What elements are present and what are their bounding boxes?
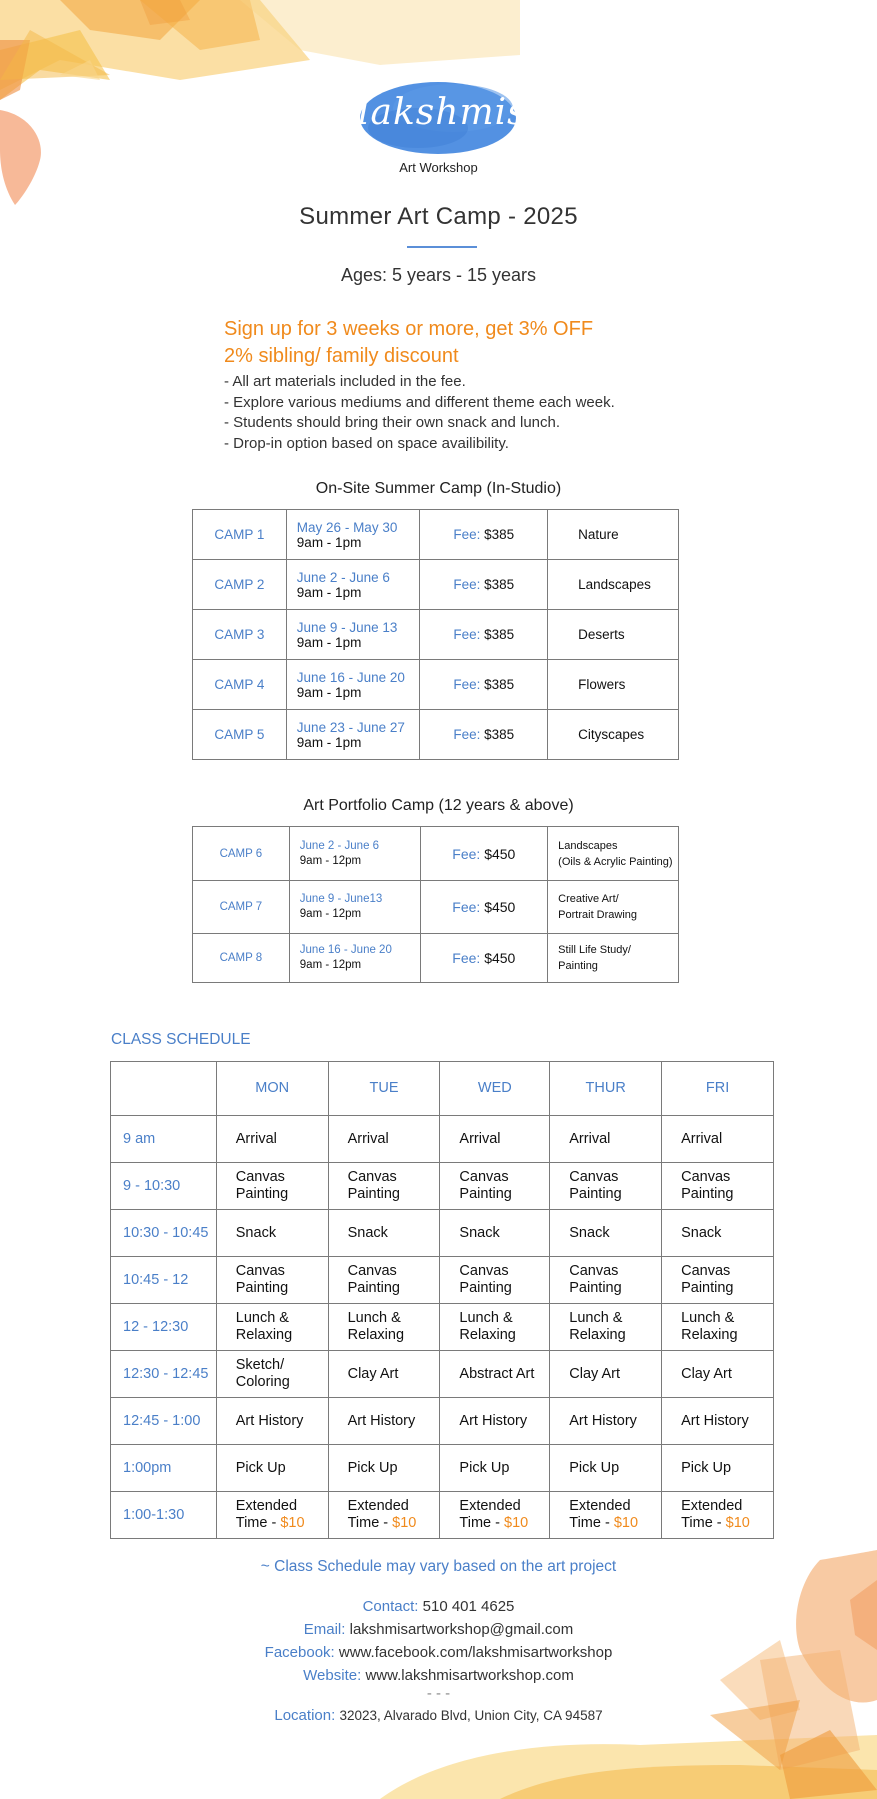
- contact-phone: [0, 1598, 877, 1615]
- page-title: Summer Art Camp - 2025: [299, 203, 578, 230]
- schedule-cell: [550, 1492, 662, 1539]
- schedule-cell: [216, 1398, 328, 1445]
- schedule-cell: [662, 1351, 774, 1398]
- extended-time-price: $10: [725, 1515, 750, 1531]
- extended-time-price: $10: [280, 1515, 305, 1531]
- camp-dates-cell: [286, 660, 420, 710]
- camp-id: CAMP 3: [193, 610, 287, 660]
- camp-fee-cell: [420, 710, 548, 760]
- schedule-row: [111, 1304, 774, 1351]
- schedule-cell: [328, 1163, 440, 1210]
- schedule-cell: [328, 1445, 440, 1492]
- promo-block: [224, 316, 593, 370]
- camp-fee-cell: [420, 560, 548, 610]
- contact-phone-value[interactable]: 510 401 4625: [422, 1598, 515, 1615]
- schedule-cell: [328, 1210, 440, 1257]
- schedule-cell-line: Extended: [681, 1498, 743, 1514]
- schedule-cell: [328, 1257, 440, 1304]
- schedule-cell-line: Canvas: [459, 1169, 509, 1185]
- camp-dates: June 9 - June13: [299, 893, 383, 905]
- schedule-cell: [662, 1210, 774, 1257]
- schedule-cell-line: Canvas: [569, 1169, 619, 1185]
- contact-location-label: Location:: [274, 1707, 336, 1724]
- schedule-cell-line: Coloring: [235, 1374, 290, 1390]
- day-header-thur: THUR: [550, 1062, 662, 1116]
- schedule-cell-line: Painting: [681, 1280, 734, 1296]
- schedule-cell-line: Painting: [459, 1280, 512, 1296]
- schedule-cell-line: Art History: [459, 1412, 528, 1429]
- schedule-cell: [550, 1304, 662, 1351]
- camp-fee: $450: [484, 950, 516, 966]
- camp-theme: Nature: [548, 510, 679, 560]
- bullet-item: - All art materials included in the fee.: [224, 373, 466, 390]
- camp-id: CAMP 7: [193, 881, 290, 934]
- schedule-cell-line: Time -: [347, 1515, 393, 1531]
- schedule-cell-line: Snack: [347, 1224, 388, 1241]
- schedule-cell: [216, 1116, 328, 1163]
- onsite-camp-table: [192, 509, 679, 760]
- schedule-time: 12:45 - 1:00: [111, 1398, 217, 1445]
- contact-website-link[interactable]: www.lakshmisartworkshop.com: [365, 1667, 574, 1684]
- schedule-cell-line: Clay Art: [681, 1365, 732, 1382]
- camp-fee-cell: [420, 510, 548, 560]
- schedule-cell: [216, 1351, 328, 1398]
- camp-fee-cell: [420, 881, 548, 934]
- schedule-cell-line: Time -: [681, 1515, 726, 1531]
- schedule-cell: [662, 1398, 774, 1445]
- schedule-cell: [440, 1210, 550, 1257]
- contact-divider: - - -: [426, 1685, 451, 1702]
- camp-hours: 9am - 1pm: [296, 684, 362, 700]
- camp-dates-cell: [289, 827, 420, 881]
- schedule-cell-line: Canvas: [235, 1263, 285, 1279]
- camp-fee: $385: [484, 627, 515, 642]
- schedule-cell-line: Painting: [235, 1280, 289, 1296]
- schedule-cell: [662, 1257, 774, 1304]
- schedule-cell-line: Art History: [681, 1412, 749, 1429]
- day-header-tue: TUE: [328, 1062, 440, 1116]
- camp-dates-cell: [286, 510, 420, 560]
- schedule-cell-line: Lunch &: [459, 1310, 513, 1326]
- schedule-cell: [216, 1210, 328, 1257]
- ages-range: Ages: 5 years - 15 years: [340, 265, 537, 285]
- schedule-cell-line: Time -: [459, 1515, 504, 1531]
- camp-theme-line: Still Life Study/: [558, 944, 631, 956]
- schedule-cell-line: Canvas: [681, 1263, 731, 1279]
- schedule-time: 1:00pm: [111, 1445, 217, 1492]
- schedule-cell-line: Relaxing: [347, 1327, 405, 1343]
- schedule-cell: [328, 1398, 440, 1445]
- schedule-note: ~ Class Schedule may vary based on the art project: [260, 1558, 617, 1575]
- camp-theme: Landscapes: [548, 560, 679, 610]
- camp-dates-cell: [289, 881, 420, 934]
- schedule-cell: [662, 1116, 774, 1163]
- schedule-cell: [550, 1210, 662, 1257]
- camp-dates-cell: [286, 610, 420, 660]
- camp-id: CAMP 8: [193, 934, 290, 983]
- camp-row: [193, 710, 679, 760]
- camp-dates: June 2 - June 6: [296, 569, 390, 585]
- schedule-cell: [328, 1116, 440, 1163]
- camp-dates: May 26 - May 30: [296, 519, 398, 535]
- schedule-cell-line: Painting: [347, 1186, 400, 1202]
- camp-hours: 9am - 1pm: [296, 734, 362, 750]
- schedule-cell-line: Snack: [569, 1224, 610, 1241]
- schedule-cell: [662, 1163, 774, 1210]
- camp-dates: June 16 - June 20: [296, 669, 405, 685]
- schedule-time: 9 - 10:30: [111, 1163, 217, 1210]
- schedule-cell: [216, 1257, 328, 1304]
- contact-facebook-link[interactable]: www.facebook.com/lakshmisartworkshop: [338, 1644, 613, 1661]
- camp-fee: $450: [484, 845, 516, 862]
- logo-wordmark: lakshmis: [358, 92, 527, 133]
- schedule-row: [111, 1351, 774, 1398]
- contact-phone-label: Contact:: [362, 1598, 419, 1615]
- schedule-cell-line: Pick Up: [347, 1459, 398, 1476]
- schedule-cell-line: Extended: [459, 1498, 521, 1514]
- title-divider: [407, 246, 477, 248]
- promo-sibling: 2% sibling/ family discount: [224, 345, 459, 367]
- schedule-cell-line: Clay Art: [347, 1365, 399, 1382]
- contact-email-value[interactable]: lakshmisartworkshop@gmail.com: [349, 1621, 574, 1638]
- extended-time-price: $10: [613, 1515, 639, 1531]
- schedule-cell-line: Painting: [459, 1186, 512, 1202]
- schedule-time: 1:00-1:30: [111, 1492, 217, 1539]
- camp-dates: June 16 - June 20: [299, 944, 392, 956]
- schedule-header-row: [111, 1062, 774, 1116]
- schedule-cell-line: Relaxing: [235, 1327, 293, 1343]
- schedule-cell-line: Snack: [681, 1224, 722, 1241]
- camp-id: CAMP 2: [193, 560, 287, 610]
- camp-theme-line: Portrait Drawing: [558, 909, 638, 921]
- schedule-cell-line: Abstract Art: [459, 1365, 535, 1382]
- schedule-cell-line: Canvas: [347, 1263, 397, 1279]
- camp-fee-label: Fee:: [453, 577, 481, 592]
- schedule-cell: [328, 1304, 440, 1351]
- contact-email-label: Email:: [303, 1621, 346, 1638]
- camp-fee: $385: [484, 677, 515, 692]
- schedule-cell-line: Canvas: [681, 1169, 731, 1185]
- camp-theme-line: Painting: [558, 960, 598, 972]
- camp-theme: Cityscapes: [548, 710, 679, 760]
- schedule-cell-line: Arrival: [569, 1130, 611, 1147]
- contact-location-value: 32023, Alvarado Blvd, Union City, CA 94587: [339, 1708, 603, 1723]
- camp-fee: $450: [484, 899, 516, 915]
- schedule-cell: [440, 1257, 550, 1304]
- camp-row: [193, 510, 679, 560]
- schedule-cell: [440, 1116, 550, 1163]
- schedule-cell: [216, 1492, 328, 1539]
- bullet-item: - Drop-in option based on space availibility.: [224, 434, 509, 452]
- camp-id: CAMP 4: [193, 660, 287, 710]
- schedule-time: 10:45 - 12: [111, 1257, 217, 1304]
- camp-fee-label: Fee:: [453, 677, 481, 692]
- schedule-cell: [550, 1351, 662, 1398]
- schedule-cell: [662, 1492, 774, 1539]
- camp-theme-line: Landscapes: [558, 839, 618, 852]
- schedule-cell-line: Snack: [235, 1224, 277, 1241]
- schedule-cell: [550, 1257, 662, 1304]
- schedule-cell: [328, 1492, 440, 1539]
- schedule-cell-line: Arrival: [681, 1130, 723, 1147]
- schedule-cell-line: Extended: [347, 1498, 409, 1514]
- camp-fee: $385: [484, 727, 515, 742]
- schedule-cell: [440, 1492, 550, 1539]
- camp-row: [193, 934, 679, 983]
- schedule-cell: [440, 1351, 550, 1398]
- camp-hours: 9am - 12pm: [299, 854, 362, 867]
- camp-dates-cell: [289, 934, 420, 983]
- schedule-cell-line: Extended: [569, 1498, 631, 1514]
- camp-theme-line: (Oils & Acrylic Painting): [558, 855, 673, 868]
- schedule-time: 12 - 12:30: [111, 1304, 217, 1351]
- schedule-time: 9 am: [111, 1116, 217, 1163]
- camp-hours: 9am - 12pm: [299, 959, 362, 971]
- schedule-cell-line: Painting: [681, 1186, 734, 1202]
- camp-fee: $385: [484, 577, 515, 592]
- schedule-cell-line: Lunch &: [681, 1310, 735, 1326]
- camp-theme-line: Creative Art/: [558, 893, 619, 905]
- schedule-time: 12:30 - 12:45: [111, 1351, 217, 1398]
- schedule-row: [111, 1398, 774, 1445]
- schedule-cell-line: Arrival: [235, 1130, 277, 1147]
- schedule-cell: [550, 1445, 662, 1492]
- camp-fee-label: Fee:: [453, 727, 481, 742]
- camp-fee-cell: [420, 660, 548, 710]
- camp-hours: 9am - 1pm: [296, 584, 362, 600]
- class-schedule-table: [110, 1061, 774, 1539]
- contact-website: [0, 1667, 877, 1684]
- schedule-cell-line: Time -: [235, 1515, 281, 1531]
- onsite-camp-title: On-Site Summer Camp (In-Studio): [315, 480, 562, 497]
- schedule-cell: [440, 1398, 550, 1445]
- camp-fee-cell: [420, 610, 548, 660]
- schedule-cell-line: Canvas: [569, 1263, 619, 1279]
- schedule-cell-line: Painting: [347, 1280, 400, 1296]
- schedule-row: [111, 1257, 774, 1304]
- schedule-cell-line: Relaxing: [569, 1327, 626, 1343]
- camp-fee-label: Fee:: [452, 950, 481, 966]
- extended-time-price: $10: [504, 1515, 529, 1531]
- day-header-wed: WED: [440, 1062, 550, 1116]
- schedule-cell: [440, 1304, 550, 1351]
- class-schedule-title: CLASS SCHEDULE: [111, 1031, 251, 1048]
- camp-theme: Deserts: [548, 610, 679, 660]
- brand-logo: [358, 78, 527, 158]
- schedule-cell-line: Pick Up: [459, 1459, 510, 1476]
- camp-fee-label: Fee:: [452, 899, 481, 915]
- schedule-cell-line: Extended: [235, 1498, 298, 1514]
- camp-fee: $385: [484, 527, 515, 542]
- schedule-cell-line: Relaxing: [681, 1327, 738, 1343]
- contact-website-label: Website:: [303, 1667, 362, 1684]
- camp-fee-label: Fee:: [453, 527, 481, 542]
- camp-theme: Flowers: [548, 660, 679, 710]
- schedule-cell: [216, 1163, 328, 1210]
- schedule-cell-line: Relaxing: [459, 1327, 516, 1343]
- camp-theme-cell: [548, 827, 679, 881]
- camp-id: CAMP 6: [193, 827, 290, 881]
- schedule-cell-line: Painting: [569, 1186, 622, 1202]
- bullet-item: - Explore various mediums and different theme each week.: [224, 393, 615, 411]
- schedule-cell-line: Pick Up: [681, 1459, 732, 1476]
- schedule-cell: [550, 1116, 662, 1163]
- schedule-cell-line: Pick Up: [569, 1459, 620, 1476]
- camp-row: [193, 660, 679, 710]
- schedule-cell-line: Painting: [569, 1280, 622, 1296]
- contact-facebook-label: Facebook:: [264, 1644, 335, 1661]
- contact-email: [0, 1621, 877, 1638]
- schedule-cell-line: Time -: [569, 1515, 614, 1531]
- brand-subtitle: Art Workshop: [399, 160, 478, 175]
- portfolio-camp-table: [192, 826, 679, 983]
- schedule-cell-line: Lunch &: [235, 1310, 289, 1326]
- schedule-cell-line: Arrival: [347, 1130, 389, 1147]
- schedule-cell-line: Lunch &: [569, 1310, 623, 1326]
- camp-hours: 9am - 1pm: [296, 534, 362, 550]
- camp-dates-cell: [286, 560, 420, 610]
- camp-dates: June 23 - June 27: [296, 719, 405, 735]
- schedule-row: [111, 1116, 774, 1163]
- day-header-fri: FRI: [662, 1062, 774, 1116]
- schedule-cell-line: Canvas: [235, 1169, 285, 1185]
- day-header-mon: MON: [216, 1062, 328, 1116]
- schedule-cell: [550, 1163, 662, 1210]
- camp-hours: 9am - 1pm: [296, 634, 362, 650]
- promo-discount: Sign up for 3 weeks or more, get 3% OFF: [224, 318, 594, 340]
- schedule-cell: [662, 1445, 774, 1492]
- schedule-cell: [216, 1304, 328, 1351]
- camp-row: [193, 827, 679, 881]
- camp-row: [193, 881, 679, 934]
- schedule-cell-line: Art History: [235, 1412, 304, 1429]
- schedule-corner-cell: [111, 1062, 217, 1116]
- schedule-cell-line: Snack: [459, 1224, 500, 1241]
- portfolio-camp-title: Art Portfolio Camp (12 years & above): [303, 797, 574, 814]
- schedule-cell-line: Canvas: [347, 1169, 397, 1185]
- camp-row: [193, 560, 679, 610]
- schedule-cell-line: Arrival: [459, 1130, 501, 1147]
- camp-theme-cell: [548, 934, 679, 983]
- camp-id: CAMP 5: [193, 710, 287, 760]
- schedule-cell-line: Pick Up: [235, 1459, 286, 1476]
- schedule-cell: [216, 1445, 328, 1492]
- schedule-row: [111, 1492, 774, 1539]
- schedule-cell-line: Art History: [347, 1412, 416, 1429]
- schedule-cell: [550, 1398, 662, 1445]
- camp-fee-cell: [420, 827, 548, 881]
- camp-dates: June 9 - June 13: [296, 619, 398, 635]
- camp-hours: 9am - 12pm: [299, 908, 362, 920]
- schedule-cell: [328, 1351, 440, 1398]
- camp-id: CAMP 1: [193, 510, 287, 560]
- schedule-cell: [662, 1304, 774, 1351]
- camp-row: [193, 610, 679, 660]
- schedule-row: [111, 1445, 774, 1492]
- contact-location: [0, 1707, 877, 1724]
- camp-fee-cell: [420, 934, 548, 983]
- schedule-cell-line: Clay Art: [569, 1365, 621, 1382]
- schedule-cell-line: Lunch &: [347, 1310, 401, 1326]
- schedule-cell-line: Canvas: [459, 1263, 509, 1279]
- camp-dates: June 2 - June 6: [299, 839, 380, 852]
- schedule-cell-line: Sketch/: [235, 1357, 285, 1373]
- camp-fee-label: Fee:: [453, 627, 481, 642]
- schedule-cell-line: Painting: [235, 1186, 289, 1202]
- camp-fee-label: Fee:: [452, 845, 481, 862]
- info-bullets: [224, 372, 615, 454]
- schedule-cell: [440, 1163, 550, 1210]
- camp-dates-cell: [286, 710, 420, 760]
- contact-facebook: [0, 1644, 877, 1661]
- schedule-cell: [440, 1445, 550, 1492]
- schedule-row: [111, 1210, 774, 1257]
- bullet-item: - Students should bring their own snack and lunch.: [224, 414, 561, 431]
- schedule-cell-line: Art History: [569, 1412, 637, 1429]
- schedule-time: 10:30 - 10:45: [111, 1210, 217, 1257]
- extended-time-price: $10: [392, 1515, 417, 1531]
- schedule-row: [111, 1163, 774, 1210]
- camp-theme-cell: [548, 881, 679, 934]
